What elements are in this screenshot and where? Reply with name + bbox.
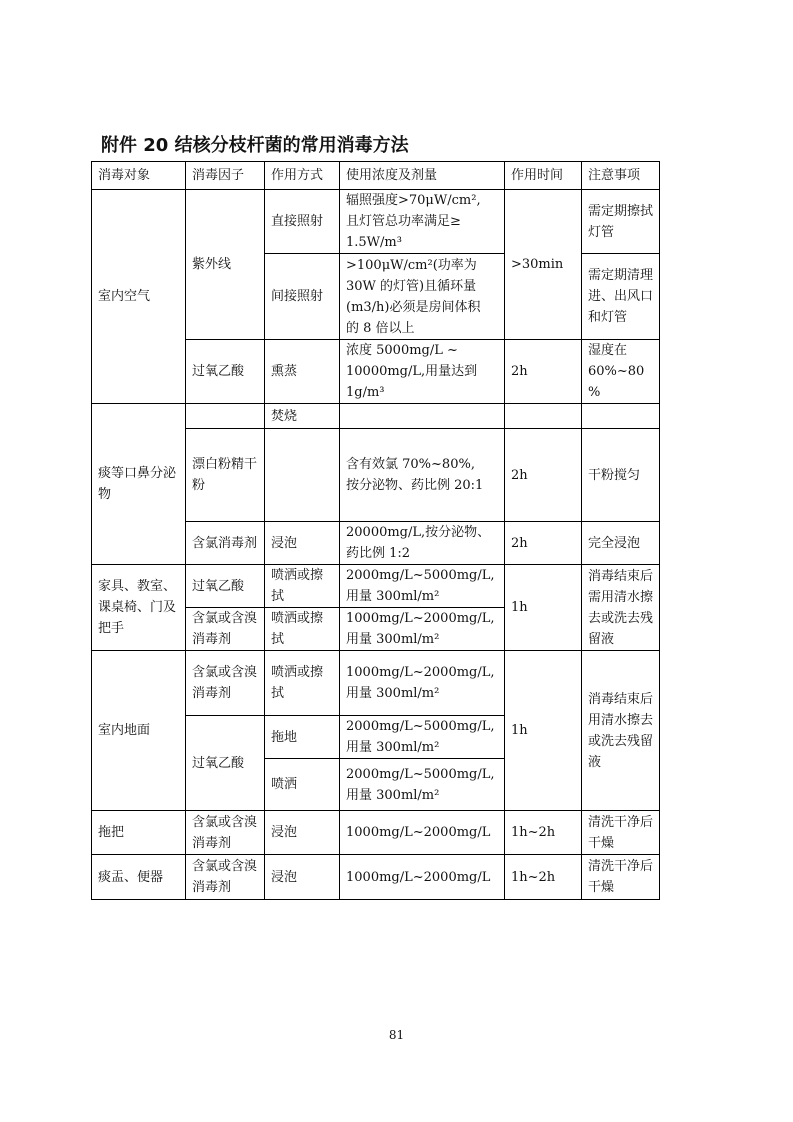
factor-cell: 含氯消毒剂 <box>186 522 265 565</box>
dose-cell <box>340 565 505 608</box>
dose-cell <box>340 254 505 340</box>
factor-cell: 过氧乙酸 <box>186 716 265 811</box>
time-cell: 1h~2h <box>505 811 582 855</box>
dose-line: 10000mg/L,用量达到 <box>346 364 478 379</box>
dose-line: 30W 的灯管)且循环量 <box>346 278 477 294</box>
dose-line: >100μW/cm²(功率为 <box>346 257 477 273</box>
note-cell: 干粉搅匀 <box>582 429 660 522</box>
note-cell: 清洗干净后干燥 <box>582 811 660 855</box>
factor-cell: 漂白粉精干粉 <box>186 429 265 522</box>
header-cell: 使用浓度及剂量 <box>340 162 505 190</box>
dose-cell: 1000mg/L~2000mg/L <box>340 811 505 855</box>
dose-line: 含有效氯 70%~80%, <box>346 457 475 472</box>
dose-line: 1.5W/m³ <box>346 235 402 250</box>
method-cell: 喷洒或擦拭 <box>265 608 340 651</box>
method-cell: 间接照射 <box>265 254 340 340</box>
dose-line: 辐照强度>70μW/cm², <box>346 193 481 208</box>
header-cell: 注意事项 <box>582 162 660 190</box>
page-number: 81 <box>388 1028 405 1042</box>
dose-cell <box>340 404 505 429</box>
note-cell: 消毒结束后需用清水擦去或洗去残留液 <box>582 565 660 651</box>
time-cell: >30min <box>505 190 582 340</box>
table-row <box>92 855 660 900</box>
dose-cell: 1000mg/L~2000mg/L <box>340 855 505 900</box>
note-cell: 清洗干净后干燥 <box>582 855 660 900</box>
time-cell: 1h <box>505 565 582 651</box>
time-cell <box>505 404 582 429</box>
method-cell: 浸泡 <box>265 522 340 565</box>
table-row <box>92 190 660 254</box>
dose-cell <box>340 429 505 522</box>
object-cell: 室内地面 <box>92 651 186 811</box>
dose-line: 2000mg/L~5000mg/L, <box>346 719 495 734</box>
time-cell: 1h~2h <box>505 855 582 900</box>
dose-line: 用量 300ml/m² <box>346 787 440 803</box>
factor-cell <box>186 404 265 429</box>
factor-cell: 含氯或含溴消毒剂 <box>186 651 265 716</box>
factor-cell: 含氯或含溴消毒剂 <box>186 608 265 651</box>
page-title: 附件 20 结核分枝杆菌的常用消毒方法 <box>101 135 409 156</box>
note-cell: 需定期擦拭灯管 <box>582 190 660 254</box>
note-cell: 需定期清理进、出风口和灯管 <box>582 254 660 340</box>
dose-line: 2000mg/L~5000mg/L, <box>346 568 495 583</box>
dose-line: 按分泌物、药比例 20:1 <box>346 478 484 493</box>
dose-cell <box>340 608 505 651</box>
dose-line: 用量 300ml/m² <box>346 632 440 647</box>
dose-line: 用量 300ml/m² <box>346 740 440 755</box>
table-row <box>92 811 660 855</box>
method-cell: 熏蒸 <box>265 340 340 404</box>
dose-cell <box>340 759 505 811</box>
dose-line: 20000mg/L,按分泌物、 <box>346 525 491 540</box>
dose-line: 的 8 倍以上 <box>346 320 415 336</box>
time-cell: 2h <box>505 522 582 565</box>
method-cell: 喷洒 <box>265 759 340 811</box>
disinfection-table <box>91 161 660 900</box>
method-cell: 焚烧 <box>265 404 340 429</box>
dose-cell <box>340 716 505 759</box>
header-cell: 消毒因子 <box>186 162 265 190</box>
dose-line: (m3/h)必须是房间体积 <box>346 299 481 315</box>
dose-line: 1000mg/L~2000mg/L, <box>346 665 495 680</box>
method-cell: 浸泡 <box>265 855 340 900</box>
dose-cell <box>340 340 505 404</box>
method-cell: 喷洒或擦拭 <box>265 651 340 716</box>
dose-line: 且灯管总功率满足≥ <box>346 214 461 229</box>
note-cell <box>582 404 660 429</box>
table-row <box>92 651 660 716</box>
header-cell: 消毒对象 <box>92 162 186 190</box>
factor-cell: 含氯或含溴消毒剂 <box>186 811 265 855</box>
object-cell: 家具、教室、课桌椅、门及把手 <box>92 565 186 651</box>
time-cell: 2h <box>505 340 582 404</box>
dose-cell <box>340 190 505 254</box>
method-cell <box>265 429 340 522</box>
factor-cell: 过氧乙酸 <box>186 340 265 404</box>
dose-cell <box>340 522 505 565</box>
method-cell: 喷洒或擦拭 <box>265 565 340 608</box>
dose-line: 用量 300ml/m² <box>346 589 440 604</box>
dose-line: 2000mg/L~5000mg/L, <box>346 766 495 782</box>
dose-line: 1000mg/L~2000mg/L, <box>346 611 495 626</box>
dose-line: 1g/m³ <box>346 385 385 400</box>
factor-cell: 紫外线 <box>186 190 265 340</box>
header-cell: 作用时间 <box>505 162 582 190</box>
method-cell: 直接照射 <box>265 190 340 254</box>
dose-line: 浓度 5000mg/L ~ <box>346 343 458 358</box>
dose-cell <box>340 651 505 716</box>
dose-line: 药比例 1:2 <box>346 546 411 561</box>
factor-cell: 过氧乙酸 <box>186 565 265 608</box>
note-cell: 消毒结束后用清水擦去或洗去残留液 <box>582 651 660 811</box>
method-cell: 拖地 <box>265 716 340 759</box>
note-cell: 湿度在 60%~80% <box>582 340 660 404</box>
method-cell: 浸泡 <box>265 811 340 855</box>
time-cell: 2h <box>505 429 582 522</box>
table-row <box>92 565 660 608</box>
object-cell: 室内空气 <box>92 190 186 404</box>
table-row <box>92 404 660 429</box>
object-cell: 痰等口鼻分泌物 <box>92 404 186 565</box>
time-cell: 1h <box>505 651 582 811</box>
factor-cell: 含氯或含溴消毒剂 <box>186 855 265 900</box>
object-cell: 拖把 <box>92 811 186 855</box>
header-cell: 作用方式 <box>265 162 340 190</box>
header-row <box>92 162 660 190</box>
dose-line: 用量 300ml/m² <box>346 686 440 701</box>
object-cell: 痰盂、便器 <box>92 855 186 900</box>
note-cell: 完全浸泡 <box>582 522 660 565</box>
